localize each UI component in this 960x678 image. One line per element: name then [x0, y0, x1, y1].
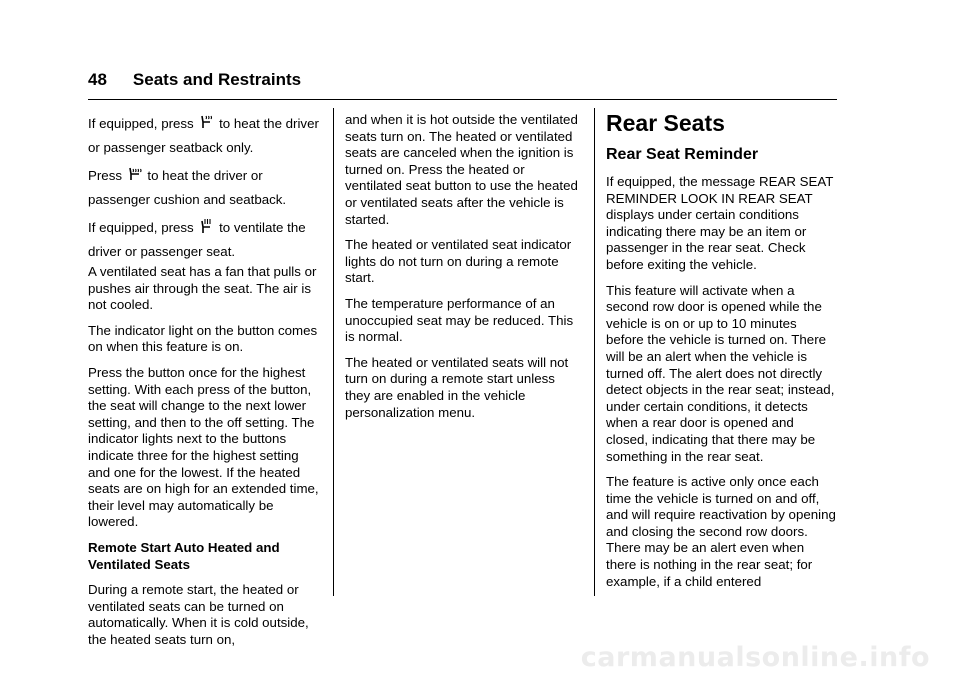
paragraph: Press to heat the driver or passenger cushion and seatback.	[88, 164, 324, 212]
paragraph: If equipped, press to ventilate the driver or passenger seat.	[88, 216, 324, 264]
column-divider	[594, 108, 595, 596]
ventilated-seat-icon	[198, 217, 214, 235]
subsection-heading: Rear Seat Reminder	[606, 146, 759, 163]
page-header	[88, 70, 837, 90]
paragraph: and when it is hot outside the ventilated seats turn on. The heated or ventilated seats are canceled when the ignition is turned on. Press the heated or ventilated seat button to use the heated or ventilated seats after the vehicle is started.	[345, 112, 578, 227]
column-divider	[333, 108, 334, 596]
paragraph: If equipped, press to heat the driver or passenger seatback only.	[88, 112, 324, 160]
heated-seatback-icon	[198, 113, 214, 131]
column-right	[606, 112, 838, 599]
page-number: 48	[88, 70, 107, 89]
column-middle	[345, 112, 581, 430]
paragraph: During a remote start, the heated or ventilated seats can be turned on automatically. When it is cold outside, the heated seats turn on,	[88, 582, 309, 647]
paragraph: The feature is active only once each time the vehicle is turned on and off, and will require reactivation by opening and closing the second row doors. There may be an alert even when there is nothing in the rear seat; for example, if a child entered	[606, 474, 836, 589]
paragraph: This feature will activate when a second row door is opened while the vehicle is on or up to 10 minutes before the vehicle is turned on. There will be an alert when the vehicle is turned off. The alert does not directly detect objects in the rear seat; instead, under certain conditions, it detects when a rear door is opened and closed, indicating that there may be something in the rear seat.	[606, 282, 835, 464]
section-heading: Rear Seats	[606, 110, 725, 136]
paragraph: The heated or ventilated seats will not turn on during a remote start unless they are enabled in the vehicle personalization menu.	[345, 354, 569, 420]
paragraph: Press the button once for the highest setting. With each press of the button, the seat will change to the next lower setting, and then to the off setting. The indicator lights next to the buttons indicate three for the highest setting and one for the lowest. If the heated seats are on high for an extended time, their level may automatically be lowered.	[88, 364, 319, 530]
paragraph: The indicator light on the button comes on when this feature is on.	[88, 322, 318, 355]
watermark: carmanualsonline.info	[580, 642, 930, 673]
section-title: Seats and Restraints	[132, 70, 302, 89]
header-rule	[88, 99, 837, 100]
heated-seat-cushion-icon	[127, 165, 143, 183]
column-left	[88, 112, 324, 657]
paragraph: The heated or ventilated seat indicator lights do not turn on during a remote start.	[345, 237, 572, 286]
paragraph: The temperature performance of an unoccupied seat may be reduced. This is normal.	[345, 295, 574, 345]
paragraph: If equipped, the message REAR SEAT REMINDER LOOK IN REAR SEAT displays under certain conditions indicating there may be an item or passenger in the rear seat. Check before exiting the vehicle.	[606, 174, 834, 272]
paragraph: A ventilated seat has a fan that pulls or pushes air through the seat. The air is not cooled.	[88, 264, 317, 313]
subheading: Remote Start Auto Heated and Ventilated Seats	[88, 539, 280, 572]
